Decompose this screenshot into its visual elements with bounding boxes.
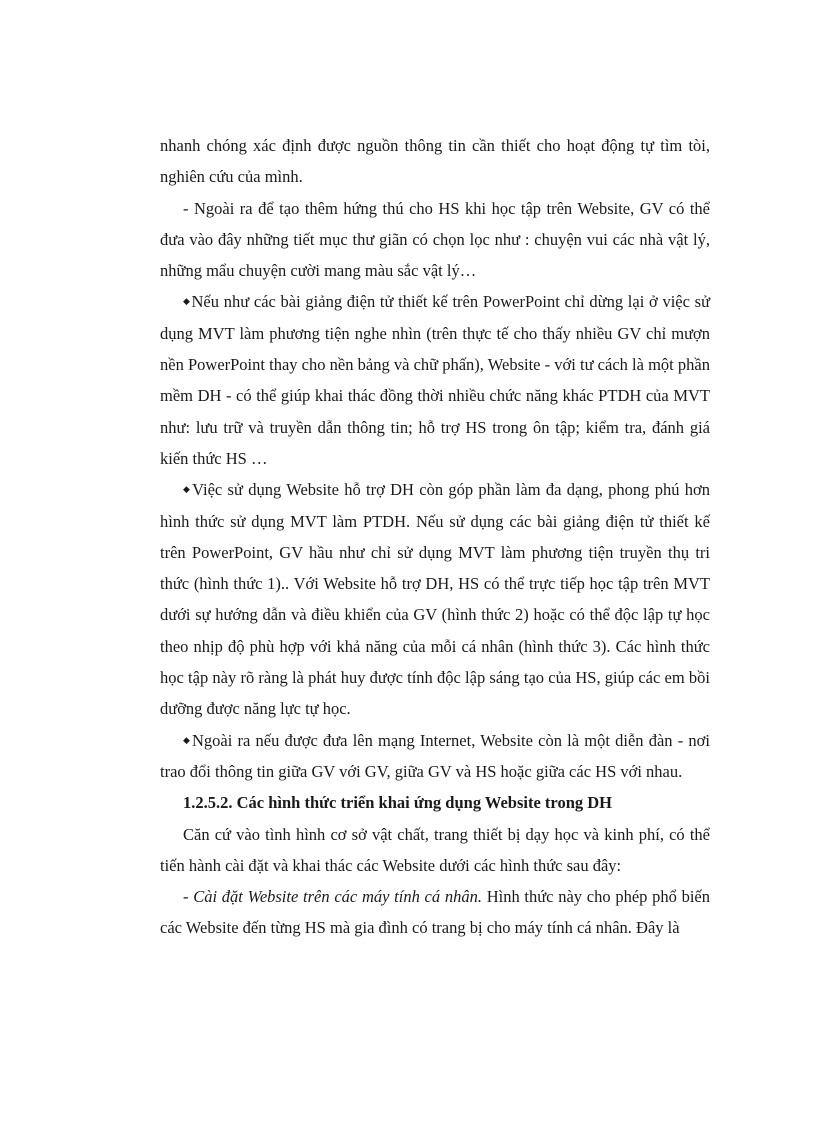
paragraph-7-prefix: - bbox=[183, 887, 194, 907]
paragraph-5-text: Ngoài ra nếu được đưa lên mạng Internet, Website còn là một diễn đàn - nơi trao đổi thông tin giữa GV với GV, giữa GV và HS hoặc giữa các HS với nhau. bbox=[160, 730, 710, 781]
paragraph-2: - Ngoài ra để tạo thêm hứng thú cho HS khi học tập trên Website, GV có thể đưa vào đây những tiết mục thư giãn có chọn lọc như : chuyện vui các nhà vật lý, những mẩu chuyện cười mang màu sắc vật lý… bbox=[160, 198, 710, 281]
section-heading: 1.2.5.2. Các hình thức triển khai ứng dụng Website trong DH bbox=[183, 793, 613, 813]
paragraph-3 bbox=[160, 286, 710, 474]
paragraph-4 bbox=[160, 474, 710, 724]
paragraph-3-text: Nếu như các bài giảng điện tử thiết kế trên PowerPoint chỉ dừng lại ở việc sử dụng MVT làm phương tiện nghe nhìn (trên thực tế cho thấy nhiều GV chỉ mượn nền PowerPoint thay cho nền bảng và chữ phấn), Website - với tư cách là một phần mềm DH - có thể giúp khai thác đồng thời nhiều chức năng khác PTDH của MVT như: lưu trữ và truyền dẫn thông tin; hỗ trợ HS trong ôn tập; kiểm tra, đánh giá kiến thức HS … bbox=[160, 292, 711, 468]
document-page bbox=[160, 130, 710, 944]
paragraph-7 bbox=[160, 881, 710, 944]
paragraph-7-text: Hình thức này cho phép phổ biến các Website đến từng HS mà gia đình có trang bị cho máy tính cá nhân. Đây là bbox=[160, 887, 710, 938]
paragraph-4-text: Việc sử dụng Website hỗ trợ DH còn góp phần làm đa dạng, phong phú hơn hình thức sử dụng MVT làm PTDH. Nếu sử dụng các bài giảng điện tử thiết kế trên PowerPoint, GV hầu như chỉ sử dụng MVT làm phương tiện truyền thụ tri thức (hình thức 1).. Với Website hỗ trợ DH, HS có thể trực tiếp học tập trên MVT dưới sự hướng dẫn và điều khiển của GV (hình thức 2) hoặc có thể độc lập tự học theo nhịp độ phù hợp với khả năng của mỗi cá nhân (hình thức 3). Các hình thức học tập này rõ ràng là phát huy được tính độc lập sáng tạo của HS, giúp các em bồi dưỡng được năng lực tự học. bbox=[160, 480, 711, 719]
paragraph-5 bbox=[160, 725, 710, 788]
diamond-bullet-icon: ◆ bbox=[183, 296, 191, 307]
paragraph-6: Căn cứ vào tình hình cơ sở vật chất, trang thiết bị dạy học và kinh phí, có thể tiến hành cài đặt và khai thác các Website dưới các hình thức sau đây: bbox=[160, 824, 710, 875]
diamond-bullet-icon: ◆ bbox=[183, 484, 192, 495]
paragraph-7-italic: Cài đặt Website trên các máy tính cá nhân. bbox=[193, 887, 482, 907]
diamond-bullet-icon: ◆ bbox=[183, 734, 191, 745]
paragraph-1: nhanh chóng xác định được nguồn thông tin cần thiết cho hoạt động tự tìm tòi, nghiên cứu của mình. bbox=[160, 136, 710, 187]
